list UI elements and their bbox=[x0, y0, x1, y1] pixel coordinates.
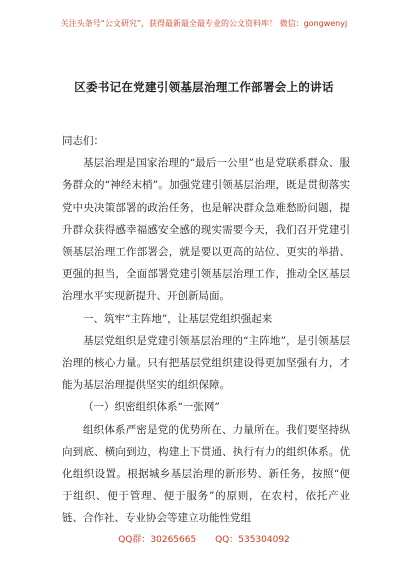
subsection-heading-1: （一）织密组织体系“一张网” bbox=[83, 401, 220, 414]
paragraph-section-1: 基层党组织是党建引领基层治理的“主阵地”，是引领基层治理的核心力量。只有把基层党组织建设得更加坚强有力，才能为基层治理提供坚实的组织保障。 bbox=[62, 334, 350, 392]
footer-qq-group: QQ群：30265665 bbox=[118, 535, 197, 545]
header-banner: 关注头条号“公文研究”，获得最新最全最专业的公文资料库！ 微信：gongwenyj bbox=[60, 19, 348, 28]
paragraph-subsection-1: 组织体系严密是党的优势所在、力量所在。我们要坚持纵向到底、横向到边，构建上下贯通、执行有力的组织体系。优化组织设置。根据城乡基层治理的新形势、新任务，按照“便于组织、便于管理、便于服务”的原则，在农村，依托产业链、合作社、专业协会等建立功能性党组 bbox=[62, 423, 350, 525]
footer-contact bbox=[0, 532, 408, 545]
document-title: 区委书记在党建引领基层治理工作部署会上的讲话 bbox=[74, 80, 334, 94]
document-body bbox=[62, 130, 350, 530]
salutation: 同志们： bbox=[62, 135, 104, 147]
paragraph-intro: 基层治理是国家治理的“最后一公里”也是党联系群众、服务群众的“神经末梢”。加强党建引领基层治理，既是贯彻落实党中央决策部署的政治任务，也是解决群众急难愁盼问题，提升群众获得感幸福感安全感的现实需要今天，我们召开党建引领基层治理工作部署会，就是要以更高的站位、更实的举措、更强的担当，全面部署党建引领基层治理工作，推动全区基层治理水平实现新提升、开创新局面。 bbox=[62, 157, 350, 303]
footer-qq: QQ：535304092 bbox=[215, 535, 290, 545]
section-heading-1: 一、筑牢“主阵地”，让基层党组织强起来 bbox=[83, 312, 273, 325]
